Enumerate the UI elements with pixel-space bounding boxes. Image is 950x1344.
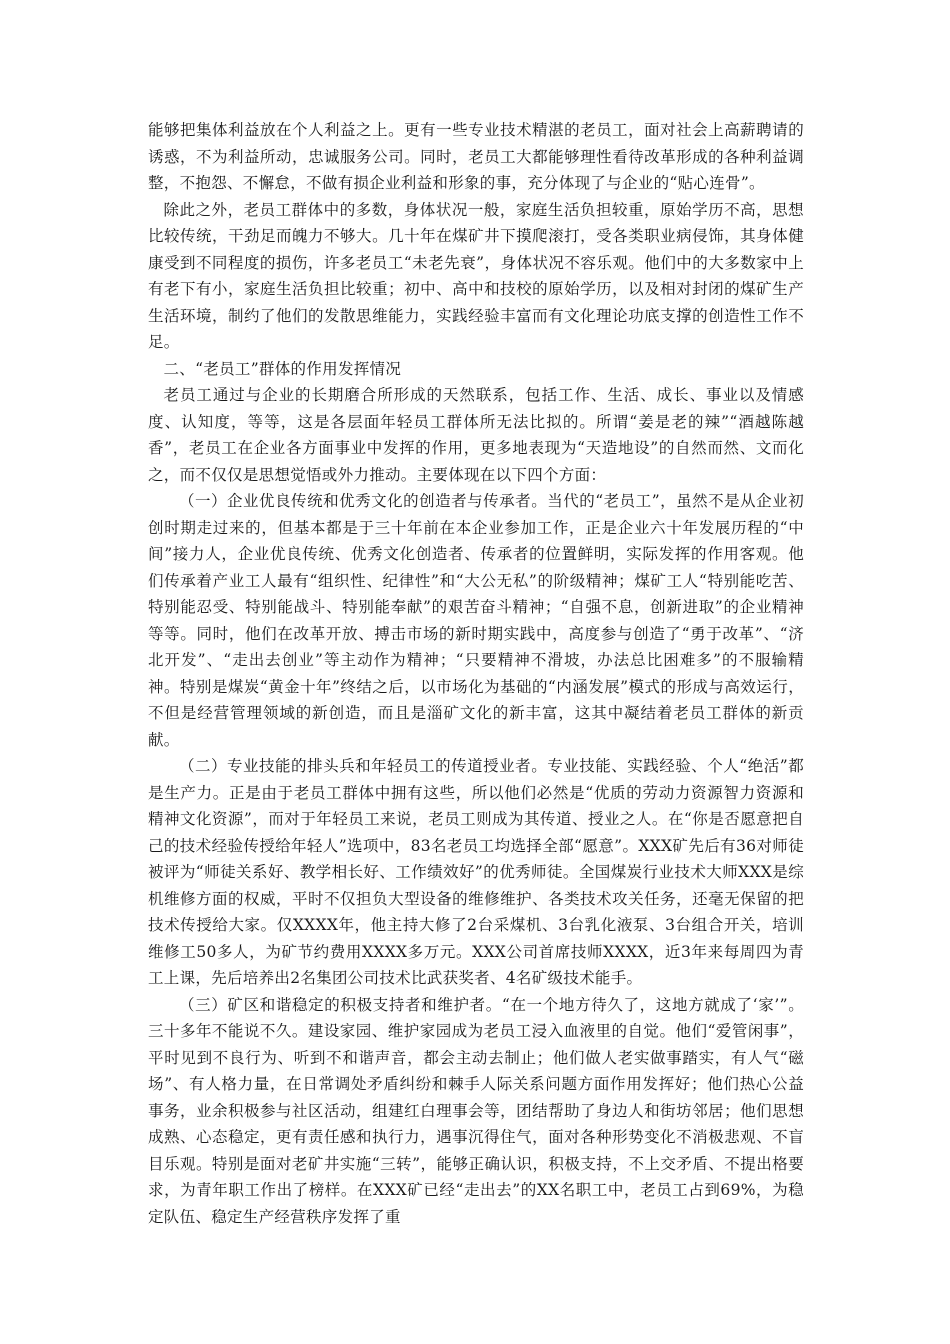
section-heading: 二、“老员工”群体的作用发挥情况 [163, 359, 402, 378]
document-body [148, 117, 804, 1230]
paragraph-point-two: （二）专业技能的排头兵和年轻员工的传道授业者。专业技能、实践经验、个人“绝活”都是生产力。正是由于老员工群体中拥有这些，所以他们必然是“优质的劳动力资源智力资源和精神文化资源”，而对于年轻员工来说，老员工则成为其传道、授业之人。在“你是否愿意把自己的技术经验传授给年轻人”选项中，83名老员工均选择全部“愿意”。XXX矿先后有36对师徒被评为“师徒关系好、教学相长好、工作绩效好”的优秀师徒。全国煤炭行业技术大师XXX是综机维修方面的权威，平时不仅担负大型设备的维修维护、各类技术攻关任务，还毫无保留的把技术传授给大家。仅XXXX年，他主持大修了2台采煤机、3台乳化液泵、3台组合开关，培训维修工50多人，为矿节约费用XXXX多万元。XXX公司首席技师XXXX，近3年来每周四为青工上课，先后培养出2名集团公司技术比武获奖者、4名矿级技术能手。 [148, 757, 804, 987]
paragraph-other-aspects: 除此之外，老员工群体中的多数，身体状况一般，家庭生活负担较重，原始学历不高，思想比较传统，干劲足而魄力不够大。几十年在煤矿井下摸爬滚打，受各类职业病侵饰，其身体健康受到不同程度的损伤，许多老员工“未老先衰”，身体状况不容乐观。他们中的大多数家中上有老下有小，家庭生活负担比较重；初中、高中和技校的原始学历，以及相对封闭的煤矿生产生活环境，制约了他们的发散思维能力，实践经验丰富而有文化理论功底支撑的创造性工作不足。 [148, 200, 804, 351]
paragraph-point-one: （一）企业优良传统和优秀文化的创造者与传承者。当代的“老员工”，虽然不是从企业初创时期走过来的，但基本都是于三十年前在本企业参加工作，正是企业六十年发展历程的“中间”接力人，企业优良传统、优秀文化创造者、传承者的位置鲜明，实际发挥的作用客观。他们传承着产业工人最有“组织性、纪律性”和“大公无私”的阶级精神；煤矿工人“特别能吃苦、特别能忍受、特别能战斗、特别能奉献”的艰苦奋斗精神；“自强不息，创新进取”的企业精神等等。同时，他们在改革开放、搏击市场的新时期实践中，高度参与创造了“勇于改革”、“济北开发”、“走出去创业”等主动作为精神；“只要精神不滑坡，办法总比困难多”的不服输精神。特别是煤炭“黄金十年”终结之后，以市场化为基础的“内涵发展”模式的形成与高效运行，不但是经营管理领域的新创造，而且是淄矿文化的新丰富，这其中凝结着老员工群体的新贡献。 [148, 492, 804, 749]
paragraph-point-three: （三）矿区和谐稳定的积极支持者和维护者。“在一个地方待久了，这地方就成了‘家’”。三十多年不能说不久。建设家园、维护家园成为老员工浸入血液里的自觉。他们“爱管闲事”，平时见到不良行为、听到不和谐声音，都会主动去制止；他们做人老实做事踏实，有人气“磁场”、有人格力量，在日常调处矛盾纠纷和棘手人际关系问题方面作用发挥好；他们热心公益事务，业余积极参与社区活动，组建红白理事会等，团结帮助了身边人和街坊邻居；他们思想成熟、心态稳定，更有责任感和执行力，遇事沉得住气，面对各种形势变化不消极悲观、不盲目乐观。特别是面对老矿井实施“三转”，能够正确认识，积极支持，不上交矛盾、不提出格要求，为青年职工作出了榜样。在XXX矿已经“走出去”的XX名职工中，老员工占到69%，为稳定队伍、稳定生产经营秩序发挥了重 [148, 995, 804, 1226]
paragraph-section-intro: 老员工通过与企业的长期磨合所形成的天然联系，包括工作、生活、成长、事业以及情感度、认知度，等等，这是各层面年轻员工群体所无法比拟的。所谓“姜是老的辣”“酒越陈越香”，老员工在企业各方面事业中发挥的作用，更多地表现为“天造地设”的自然而然、文而化之，而不仅仅是思想觉悟或外力推动。主要体现在以下四个方面： [148, 386, 804, 484]
paragraph-continuation: 能够把集体利益放在个人利益之上。更有一些专业技术精湛的老员工，面对社会上高薪聘请的诱惑，不为利益所动，忠诚服务公司。同时，老员工大都能够理性看待改革形成的各种利益调整，不抱怨、不懈怠，不做有损企业利益和形象的事，充分体现了与企业的“贴心连骨”。 [148, 121, 804, 192]
